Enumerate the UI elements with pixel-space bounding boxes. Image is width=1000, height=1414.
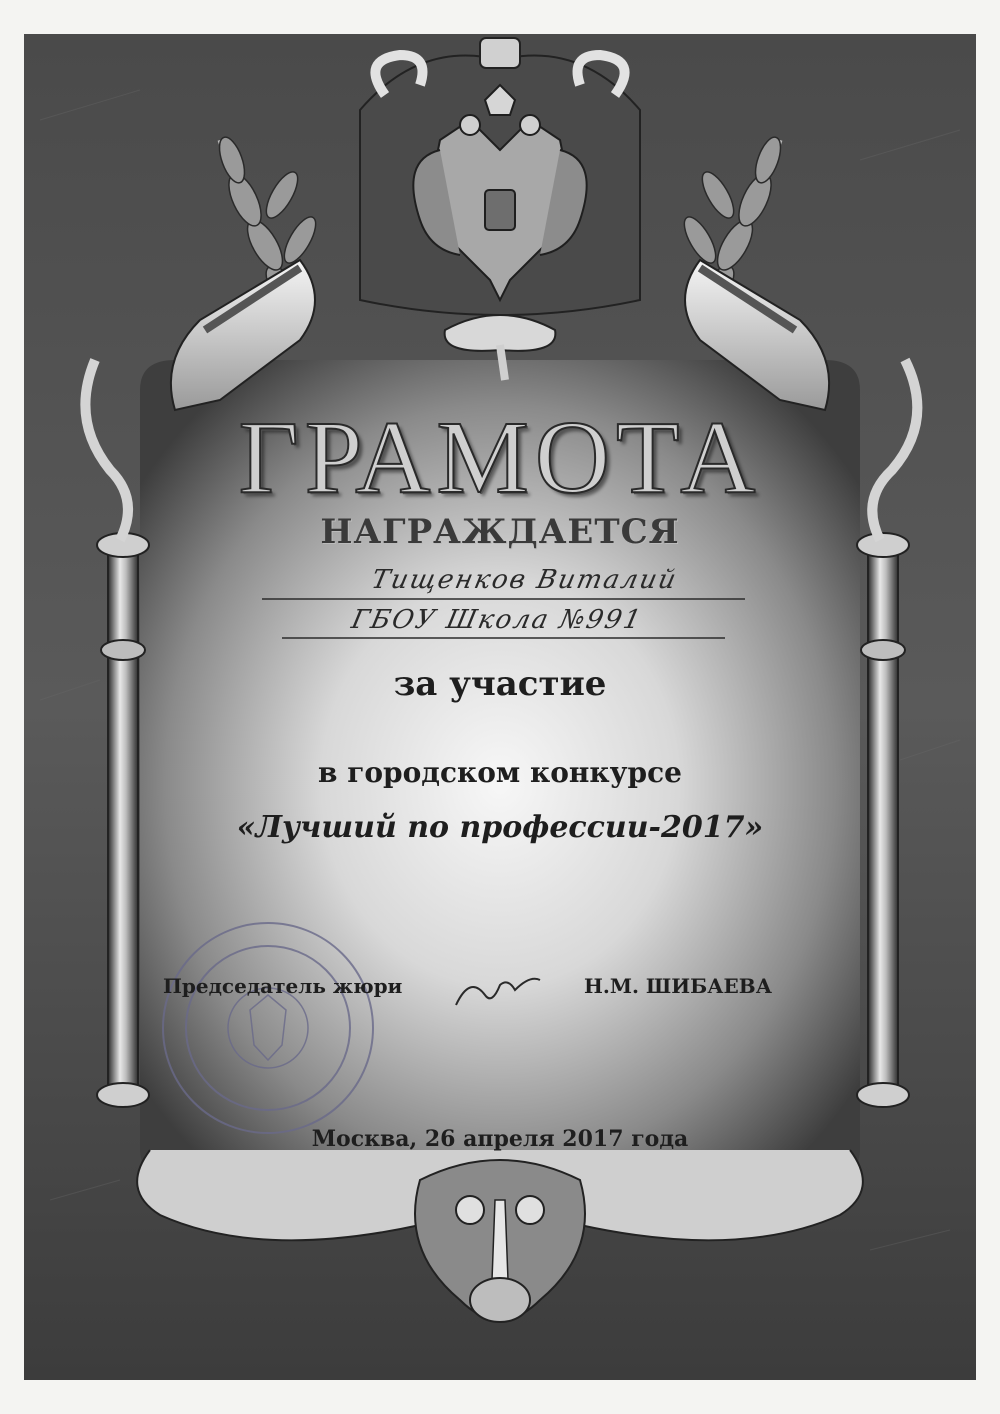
contest-label: в городском конкурсе	[318, 756, 682, 789]
signatory-title: Председатель жюри	[163, 974, 403, 998]
certificate-title: ГРАМОТА	[238, 400, 762, 515]
place-date: Москва, 26 апреля 2017 года	[311, 1126, 689, 1152]
recipient-name: Тищенков Виталий	[368, 565, 681, 595]
signatory-name: Н.М. ШИБАЕВА	[584, 974, 772, 998]
contest-name: «Лучший по профессии-2017»	[236, 810, 764, 845]
award-reason: за участие	[393, 664, 607, 704]
awarded-label: НАГРАЖДАЕТСЯ	[320, 512, 680, 552]
recipient-school: ГБОУ Школа №991	[348, 605, 646, 635]
